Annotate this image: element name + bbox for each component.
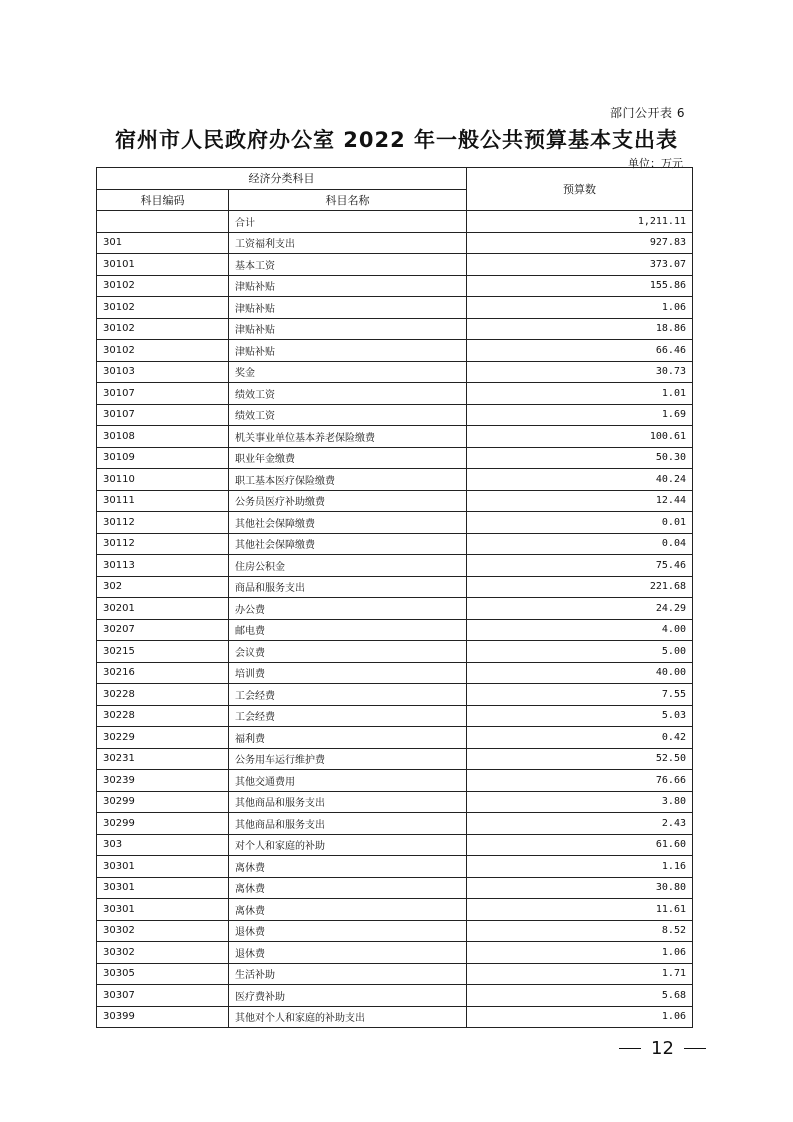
- name-cell: 津贴补贴: [229, 297, 467, 319]
- table-row: [97, 383, 693, 405]
- dash-left: [619, 1048, 641, 1049]
- table-label: 部门公开表 6: [610, 106, 685, 120]
- amount-cell: 2.43: [467, 813, 693, 835]
- name-cell: 工会经费: [229, 705, 467, 727]
- table-row: [97, 619, 693, 641]
- table-row: [97, 232, 693, 254]
- code-cell: 30107: [97, 404, 229, 426]
- table-row: [97, 598, 693, 620]
- name-cell: 津贴补贴: [229, 318, 467, 340]
- table-row: [97, 469, 693, 491]
- code-cell: 30301: [97, 899, 229, 921]
- name-cell: 工资福利支出: [229, 232, 467, 254]
- amount-cell: 927.83: [467, 232, 693, 254]
- table-row: [97, 340, 693, 362]
- amount-cell: 1.06: [467, 297, 693, 319]
- name-cell: 离休费: [229, 877, 467, 899]
- name-cell: 会议费: [229, 641, 467, 663]
- table-row: [97, 490, 693, 512]
- table-row: [97, 533, 693, 555]
- amount-cell: 66.46: [467, 340, 693, 362]
- code-cell: 30112: [97, 512, 229, 534]
- code-cell: 30301: [97, 856, 229, 878]
- name-cell: 其他商品和服务支出: [229, 791, 467, 813]
- code-cell: 30215: [97, 641, 229, 663]
- table-row: [97, 1006, 693, 1028]
- table-row: [97, 662, 693, 684]
- group-header: 经济分类科目: [97, 168, 467, 190]
- amount-cell: 1.71: [467, 963, 693, 985]
- code-cell: 30301: [97, 877, 229, 899]
- table-row: [97, 361, 693, 383]
- name-cell: 津贴补贴: [229, 340, 467, 362]
- code-cell: 30399: [97, 1006, 229, 1028]
- budget-table: [96, 167, 693, 1028]
- name-cell: 对个人和家庭的补助: [229, 834, 467, 856]
- amount-cell: 1.01: [467, 383, 693, 405]
- name-cell: 机关事业单位基本养老保险缴费: [229, 426, 467, 448]
- name-cell: 其他交通费用: [229, 770, 467, 792]
- amount-cell: 0.04: [467, 533, 693, 555]
- amount-cell: 100.61: [467, 426, 693, 448]
- code-cell: 30231: [97, 748, 229, 770]
- amount-cell: 5.03: [467, 705, 693, 727]
- amount-cell: 76.66: [467, 770, 693, 792]
- name-cell: 退休费: [229, 942, 467, 964]
- table-row: [97, 963, 693, 985]
- amount-cell: 155.86: [467, 275, 693, 297]
- code-cell: 303: [97, 834, 229, 856]
- amount-cell: 52.50: [467, 748, 693, 770]
- code-cell: 30216: [97, 662, 229, 684]
- amount-cell: 12.44: [467, 490, 693, 512]
- table-row: [97, 254, 693, 276]
- table-row: [97, 813, 693, 835]
- amount-cell: 30.80: [467, 877, 693, 899]
- amount-cell: 1.16: [467, 856, 693, 878]
- table-row: [97, 275, 693, 297]
- code-cell: 30103: [97, 361, 229, 383]
- name-cell: 公务用车运行维护费: [229, 748, 467, 770]
- code-cell: 30207: [97, 619, 229, 641]
- amount-cell: 18.86: [467, 318, 693, 340]
- amount-cell: 11.61: [467, 899, 693, 921]
- table-row: [97, 748, 693, 770]
- code-cell: 30305: [97, 963, 229, 985]
- table-row: [97, 899, 693, 921]
- code-cell: 30239: [97, 770, 229, 792]
- amount-cell: 24.29: [467, 598, 693, 620]
- table-row: [97, 705, 693, 727]
- code-cell: 30102: [97, 340, 229, 362]
- amount-cell: 0.42: [467, 727, 693, 749]
- amount-cell: 4.00: [467, 619, 693, 641]
- total-row: [97, 211, 693, 233]
- name-cell: 邮电费: [229, 619, 467, 641]
- table-row: [97, 791, 693, 813]
- name-header: 科目名称: [229, 189, 467, 211]
- code-cell: 302: [97, 576, 229, 598]
- table-row: [97, 297, 693, 319]
- total-code-cell: [97, 211, 229, 233]
- code-cell: 301: [97, 232, 229, 254]
- page-title: 宿州市人民政府办公室 2022 年一般公共预算基本支出表: [114, 128, 679, 152]
- table-row: [97, 576, 693, 598]
- code-cell: 30102: [97, 318, 229, 340]
- table-row: [97, 404, 693, 426]
- code-cell: 30201: [97, 598, 229, 620]
- name-cell: 退休费: [229, 920, 467, 942]
- name-cell: 职工基本医疗保险缴费: [229, 469, 467, 491]
- name-cell: 绩效工资: [229, 404, 467, 426]
- page-number: [619, 1038, 706, 1059]
- table-row: [97, 684, 693, 706]
- total-amount: 1,211.11: [467, 211, 693, 233]
- code-cell: 30299: [97, 813, 229, 835]
- table-row: [97, 834, 693, 856]
- code-cell: 30299: [97, 791, 229, 813]
- table-row: [97, 727, 693, 749]
- name-cell: 住房公积金: [229, 555, 467, 577]
- amount-cell: 5.00: [467, 641, 693, 663]
- code-cell: 30102: [97, 297, 229, 319]
- amount-header: 预算数: [467, 168, 693, 211]
- name-cell: 工会经费: [229, 684, 467, 706]
- name-cell: 奖金: [229, 361, 467, 383]
- code-cell: 30302: [97, 920, 229, 942]
- code-cell: 30113: [97, 555, 229, 577]
- amount-cell: 50.30: [467, 447, 693, 469]
- amount-cell: 1.06: [467, 942, 693, 964]
- name-cell: 津贴补贴: [229, 275, 467, 297]
- page-number-text: 12: [651, 1038, 674, 1059]
- amount-cell: 1.06: [467, 1006, 693, 1028]
- table-row: [97, 942, 693, 964]
- code-header: 科目编码: [97, 189, 229, 211]
- amount-cell: 8.52: [467, 920, 693, 942]
- table-row: [97, 770, 693, 792]
- amount-cell: 3.80: [467, 791, 693, 813]
- name-cell: 商品和服务支出: [229, 576, 467, 598]
- name-cell: 职业年金缴费: [229, 447, 467, 469]
- total-label: 合计: [229, 211, 467, 233]
- table-row: [97, 447, 693, 469]
- unit-label: 单位：万元: [628, 157, 683, 170]
- name-cell: 生活补助: [229, 963, 467, 985]
- name-cell: 离休费: [229, 856, 467, 878]
- table-row: [97, 512, 693, 534]
- name-cell: 其他对个人和家庭的补助支出: [229, 1006, 467, 1028]
- code-cell: 30108: [97, 426, 229, 448]
- header-row-group: [97, 168, 693, 190]
- table-row: [97, 877, 693, 899]
- name-cell: 培训费: [229, 662, 467, 684]
- name-cell: 其他社会保障缴费: [229, 533, 467, 555]
- code-cell: 30111: [97, 490, 229, 512]
- table-row: [97, 920, 693, 942]
- amount-cell: 40.00: [467, 662, 693, 684]
- table-row: [97, 856, 693, 878]
- amount-cell: 221.68: [467, 576, 693, 598]
- code-cell: 30307: [97, 985, 229, 1007]
- name-cell: 基本工资: [229, 254, 467, 276]
- code-cell: 30107: [97, 383, 229, 405]
- name-cell: 福利费: [229, 727, 467, 749]
- name-cell: 办公费: [229, 598, 467, 620]
- code-cell: 30229: [97, 727, 229, 749]
- code-cell: 30112: [97, 533, 229, 555]
- name-cell: 其他商品和服务支出: [229, 813, 467, 835]
- code-cell: 30102: [97, 275, 229, 297]
- amount-cell: 40.24: [467, 469, 693, 491]
- amount-cell: 1.69: [467, 404, 693, 426]
- table-row: [97, 985, 693, 1007]
- code-cell: 30109: [97, 447, 229, 469]
- code-cell: 30101: [97, 254, 229, 276]
- code-cell: 30110: [97, 469, 229, 491]
- table-row: [97, 555, 693, 577]
- table-row: [97, 641, 693, 663]
- name-cell: 其他社会保障缴费: [229, 512, 467, 534]
- name-cell: 绩效工资: [229, 383, 467, 405]
- amount-cell: 61.60: [467, 834, 693, 856]
- dash-right: [684, 1048, 706, 1049]
- name-cell: 离休费: [229, 899, 467, 921]
- amount-cell: 0.01: [467, 512, 693, 534]
- amount-cell: 75.46: [467, 555, 693, 577]
- code-cell: 30228: [97, 705, 229, 727]
- name-cell: 医疗费补助: [229, 985, 467, 1007]
- code-cell: 30302: [97, 942, 229, 964]
- table-row: [97, 426, 693, 448]
- amount-cell: 7.55: [467, 684, 693, 706]
- code-cell: 30228: [97, 684, 229, 706]
- amount-cell: 5.68: [467, 985, 693, 1007]
- name-cell: 公务员医疗补助缴费: [229, 490, 467, 512]
- amount-cell: 373.07: [467, 254, 693, 276]
- amount-cell: 30.73: [467, 361, 693, 383]
- table-row: [97, 318, 693, 340]
